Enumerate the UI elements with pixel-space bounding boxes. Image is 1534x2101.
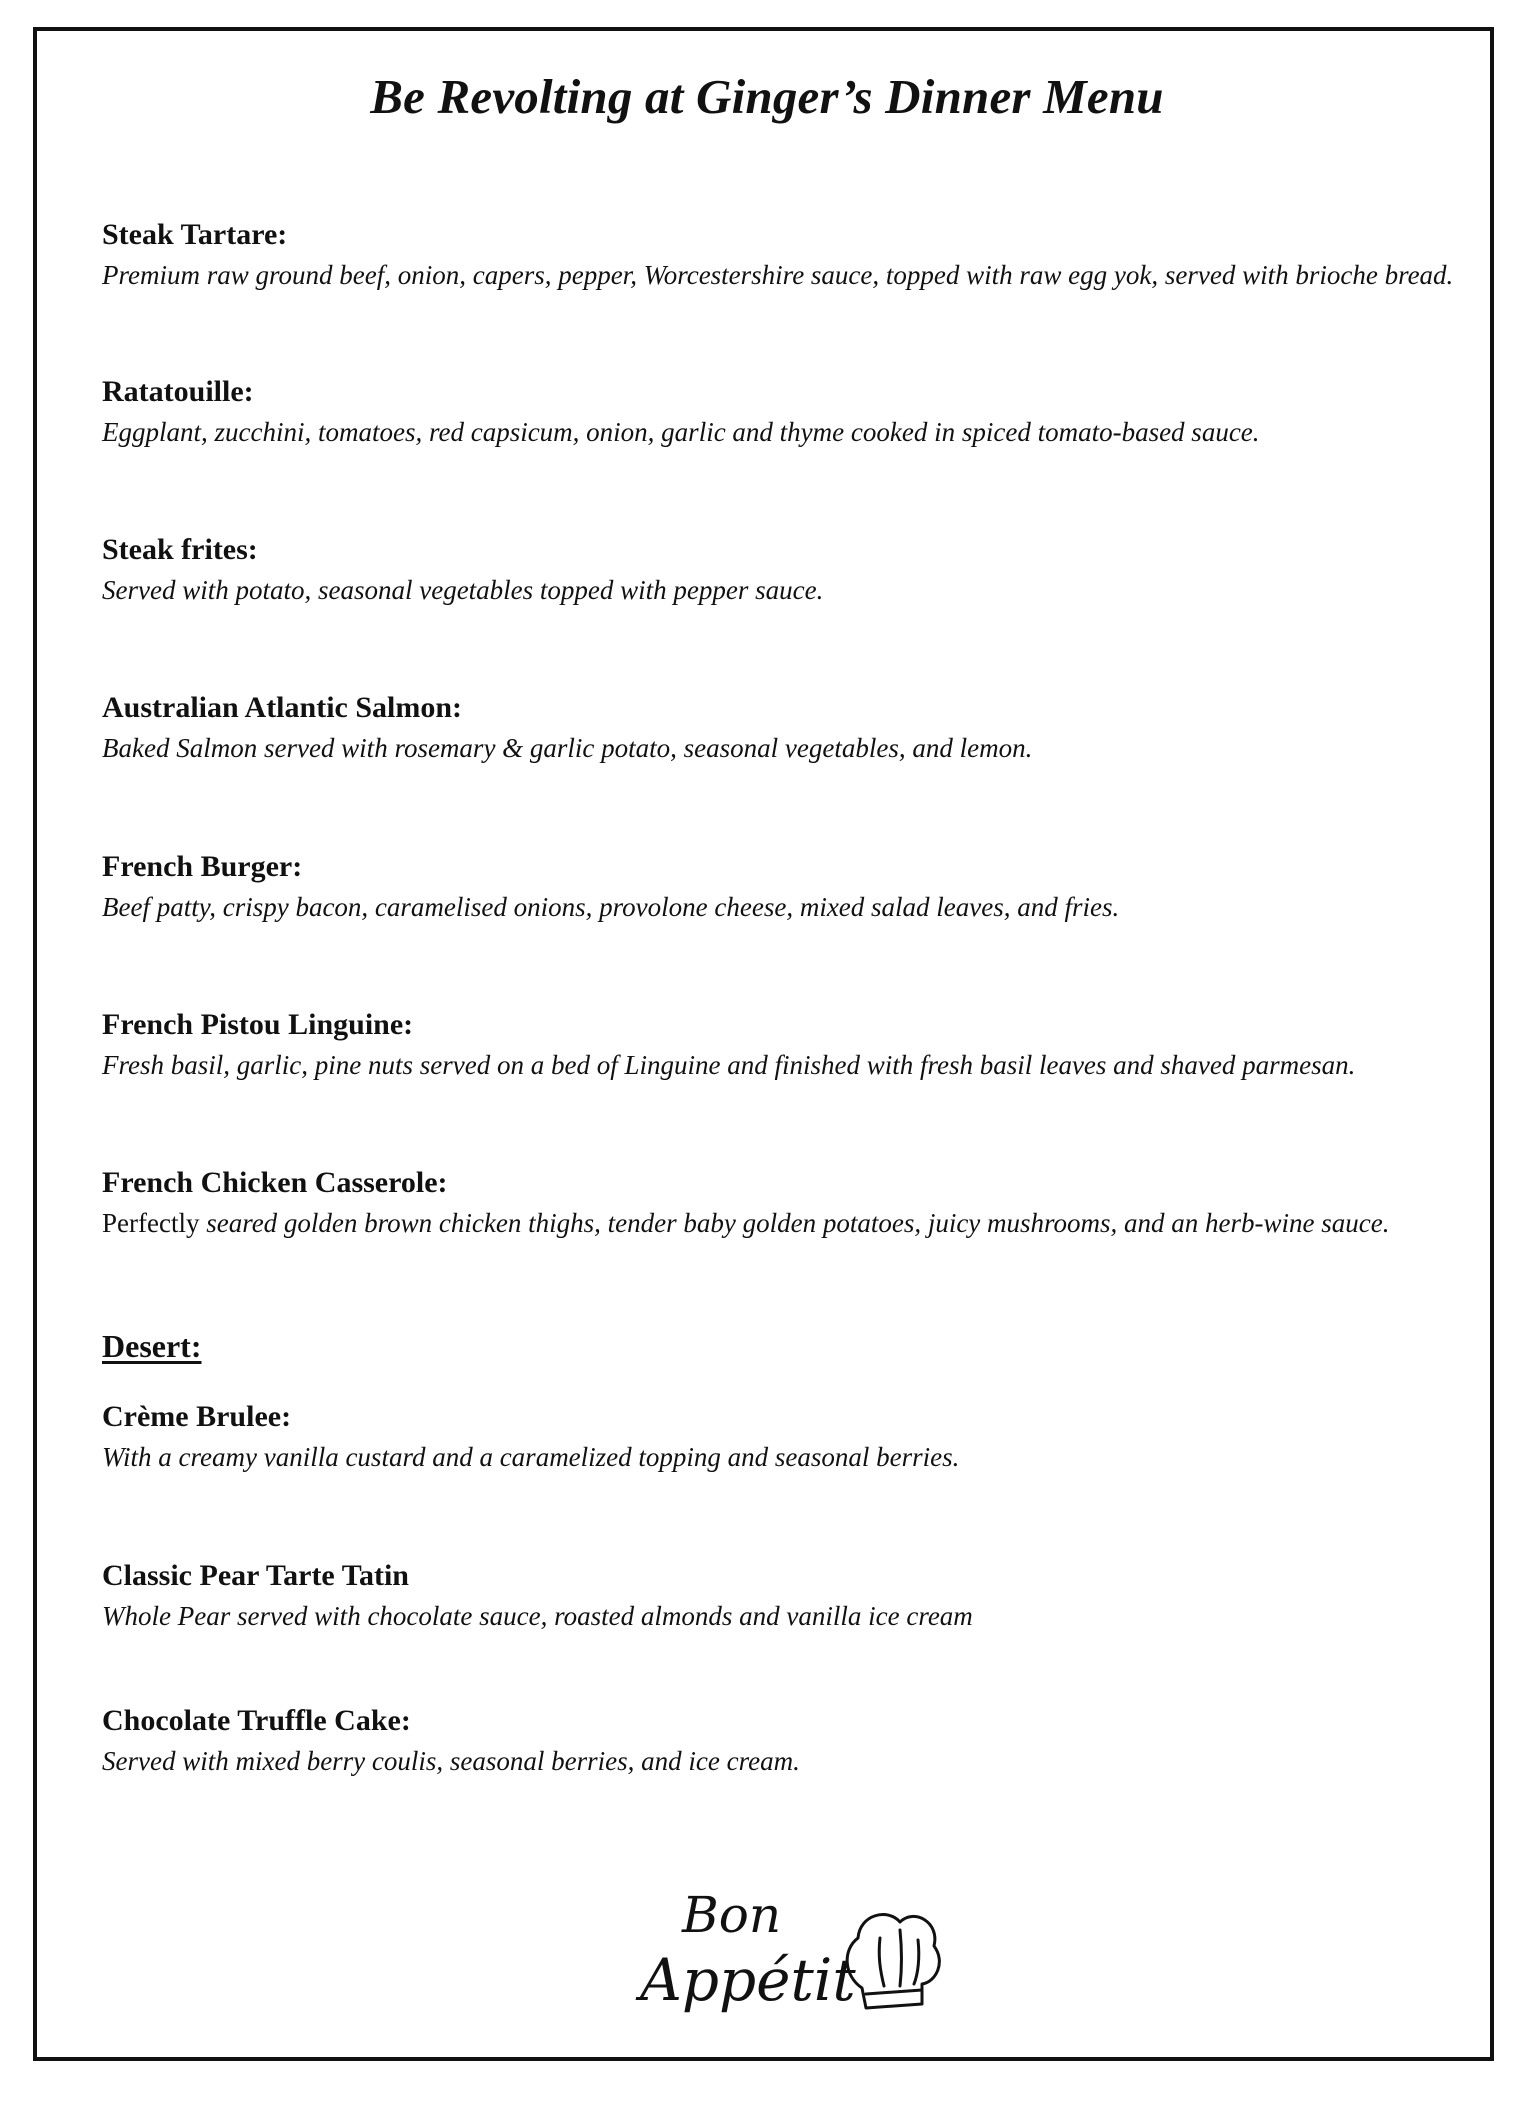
menu-item-description: Premium raw ground beef, onion, capers, pepper, Worcestershire sauce, topped with raw egg yok, served with brioche bread. <box>102 260 1454 290</box>
menu-item-pear-tarte-tatin <box>102 1556 1472 1636</box>
menu-item-description-rest: seared golden brown chicken thighs, tender baby golden potatoes, juicy mushrooms, and an herb-wine sauce. <box>206 1208 1390 1238</box>
menu-item-description: Served with mixed berry coulis, seasonal berries, and ice cream. <box>102 1746 800 1776</box>
menu-item-name: Steak Tartare: <box>102 218 288 251</box>
logo-text-bon: Bon <box>682 1886 782 1944</box>
bon-appetit-logo <box>630 1870 950 2035</box>
menu-item-name: Classic Pear Tarte Tatin <box>102 1559 409 1592</box>
menu-item-steak-tartare <box>102 215 1472 295</box>
menu-item-steak-frites <box>102 530 1472 610</box>
menu-item-name: Australian Atlantic Salmon: <box>102 691 463 724</box>
menu-item-description: Eggplant, zucchini, tomatoes, red capsicum, onion, garlic and thyme cooked in spiced tomato-based sauce. <box>102 417 1260 447</box>
menu-item-description: Baked Salmon served with rosemary & garlic potato, seasonal vegetables, and lemon. <box>102 733 1033 763</box>
dessert-heading: Desert: <box>102 1328 202 1364</box>
menu-item-description: Fresh basil, garlic, pine nuts served on a bed of Linguine and finished with fresh basil leaves and shaved parmesan. <box>102 1050 1356 1080</box>
logo-text-appetit: Appétit <box>640 1946 856 2014</box>
menu-item-name: French Pistou Linguine: <box>102 1008 414 1041</box>
menu-item-chicken-casserole <box>102 1163 1472 1243</box>
menu-item-creme-brulee <box>102 1397 1472 1477</box>
menu-item-name: Steak frites: <box>102 533 258 566</box>
menu-item-description-prefix: Perfectly <box>102 1208 200 1238</box>
menu-item-description: Served with potato, seasonal vegetables topped with pepper sauce. <box>102 575 824 605</box>
menu-item-name: Crème Brulee: <box>102 1400 292 1433</box>
menu-item-french-burger <box>102 847 1472 927</box>
menu-item-description: With a creamy vanilla custard and a caramelized topping and seasonal berries. <box>102 1442 960 1472</box>
menu-item-description <box>102 1203 1472 1243</box>
menu-item-name: Ratatouille: <box>102 375 254 408</box>
menu-item-atlantic-salmon <box>102 688 1472 768</box>
menu-title: Be Revolting at Ginger’s Dinner Menu <box>370 69 1164 124</box>
chef-hat-icon <box>847 1915 939 2008</box>
menu-item-ratatouille <box>102 372 1472 452</box>
menu-item-chocolate-truffle-cake <box>102 1701 1472 1781</box>
menu-item-description: Beef patty, crispy bacon, caramelised onions, provolone cheese, mixed salad leaves, and fries. <box>102 892 1120 922</box>
menu-item-name: French Burger: <box>102 850 303 883</box>
menu-item-name: French Chicken Casserole: <box>102 1166 448 1199</box>
menu-item-name: Chocolate Truffle Cake: <box>102 1704 411 1737</box>
menu-item-pistou-linguine <box>102 1005 1472 1085</box>
menu-item-description: Whole Pear served with chocolate sauce, roasted almonds and vanilla ice cream <box>102 1601 973 1631</box>
